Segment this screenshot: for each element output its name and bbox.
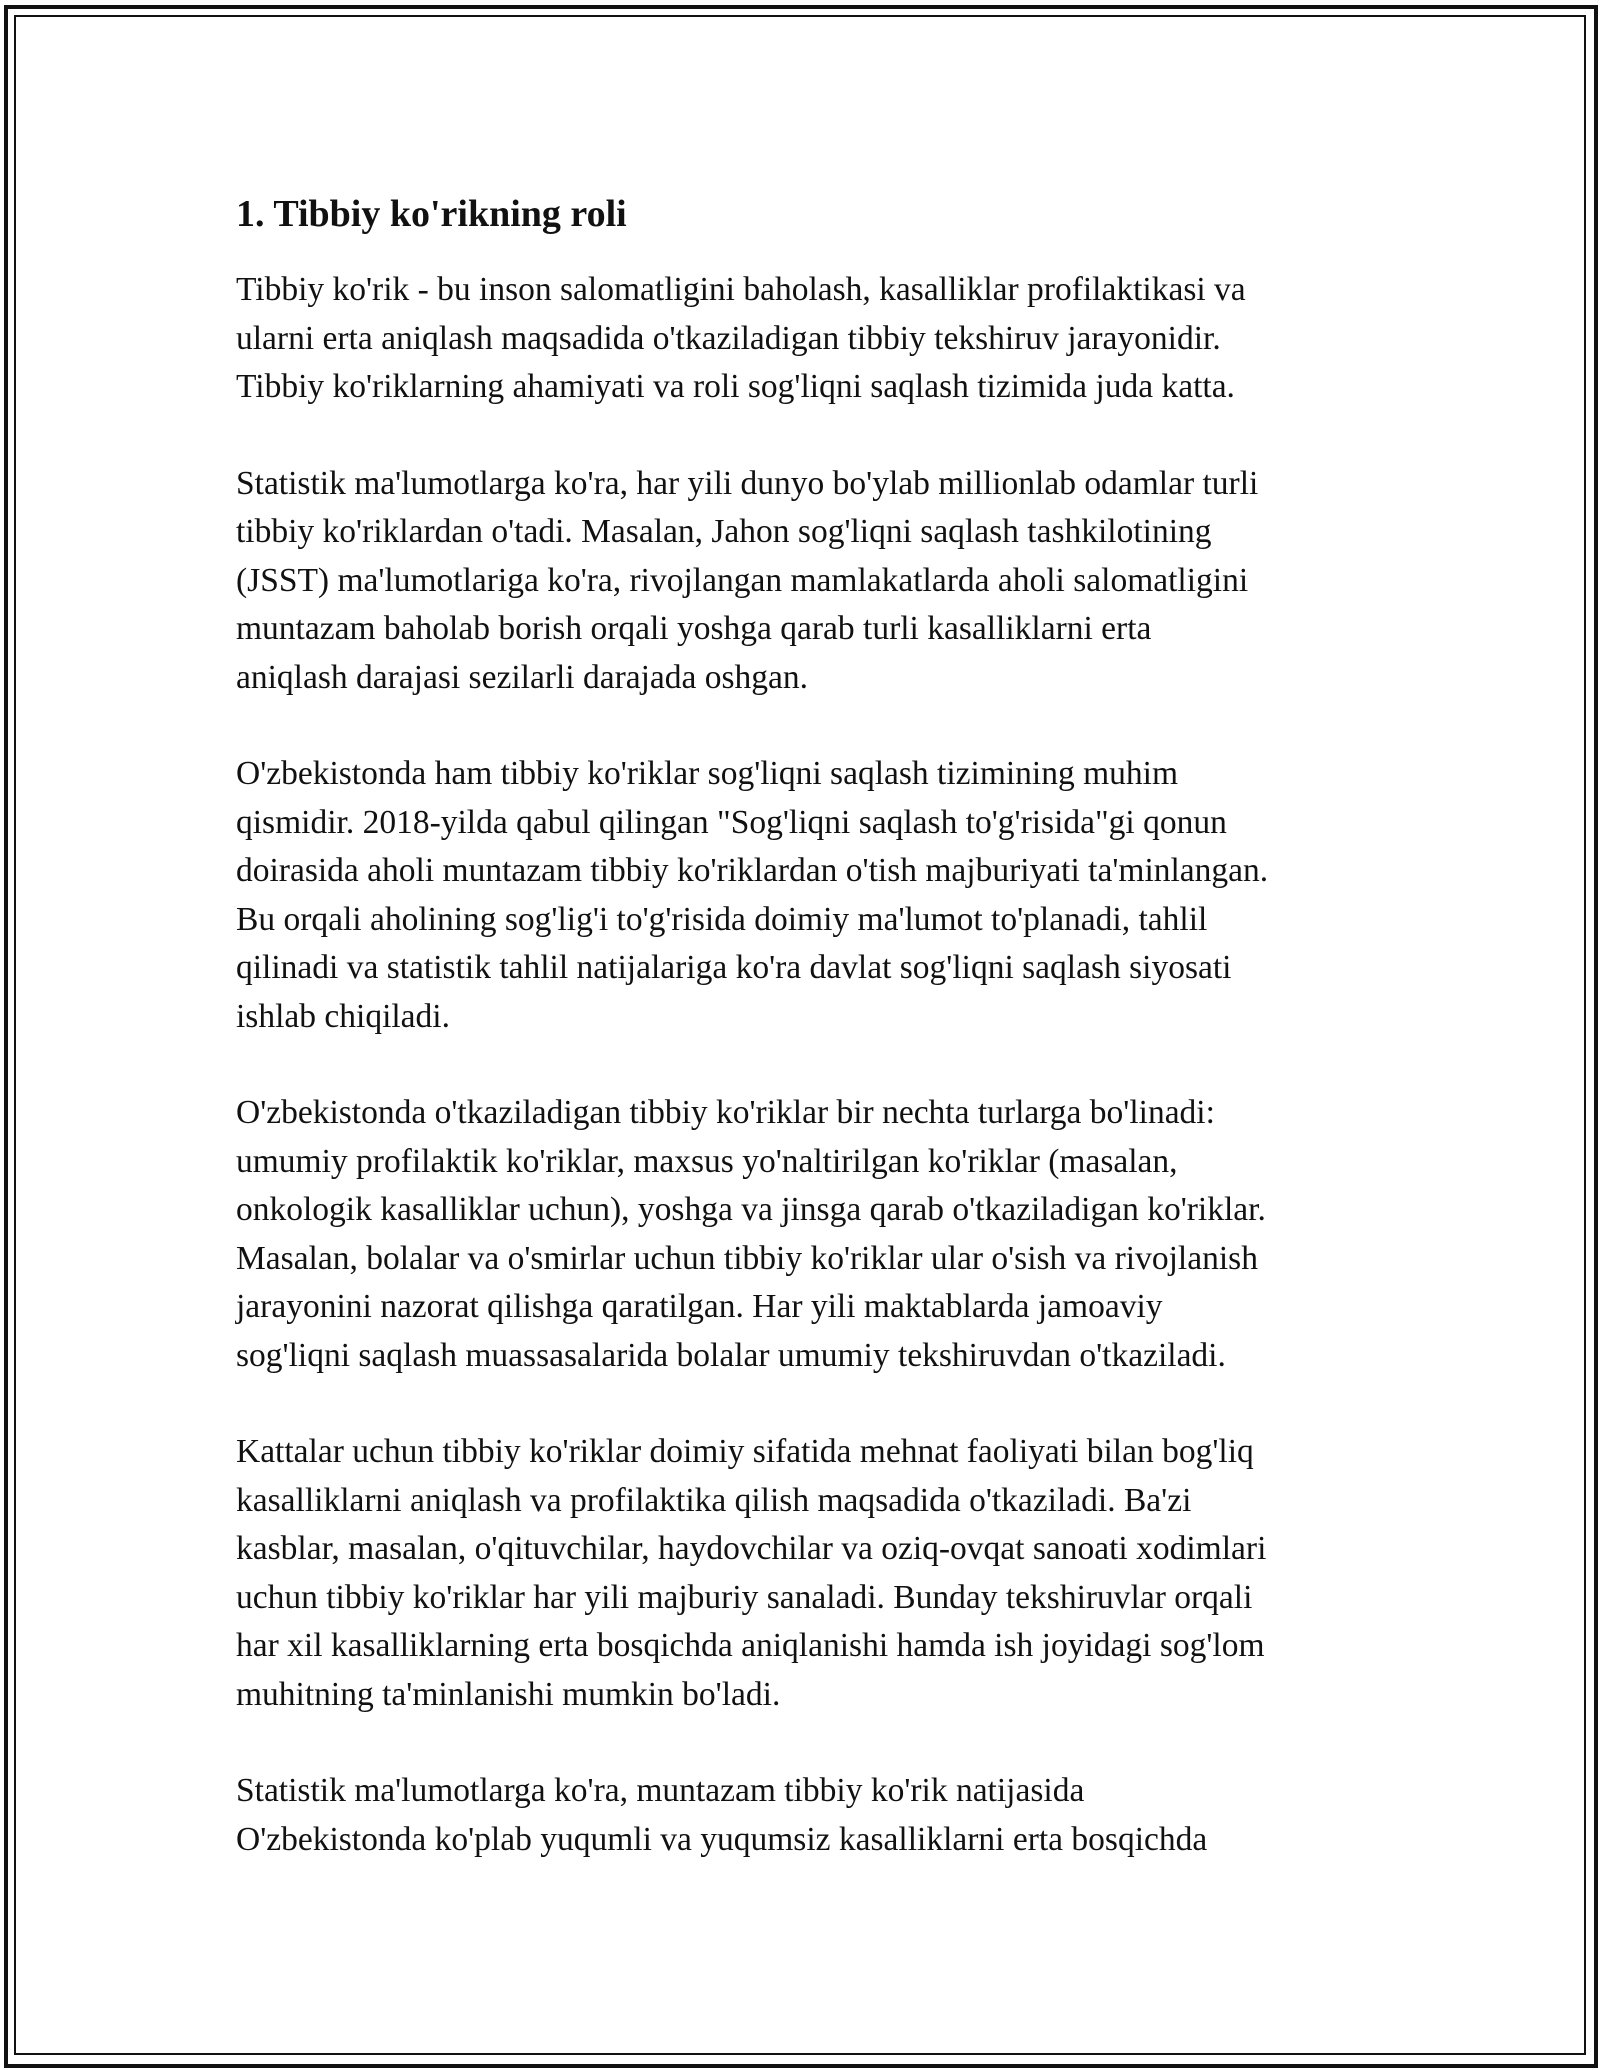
- section-heading: 1. Tibbiy ko'rikning roli: [236, 193, 627, 235]
- paragraph-2: Statistik ma'lumotlarga ko'ra, har yili dunyo bo'ylab millionlab odamlar turli tibbiy ko'riklardan o'tadi. Masalan, Jahon sog'liqni saqlash tashkilotining (JSST) ma'lumotlariga ko'ra, rivojlangan mamlakatlarda aholi salomatligini muntazam baholab borish orqali yoshga qarab turli kasalliklarni erta aniqlash darajasi sezilarli darajada oshgan.: [236, 464, 1259, 696]
- document-body: [236, 190, 1416, 1912]
- paragraph-6: Statistik ma'lumotlarga ko'ra, muntazam tibbiy ko'rik natijasida O'zbekistonda ko'plab yuqumli va yuqumsiz kasalliklarni erta bosqichda: [236, 1772, 1208, 1858]
- paragraph-5: Kattalar uchun tibbiy ko'riklar doimiy sifatida mehnat faoliyati bilan bog'liq kasalliklarni aniqlash va profilaktika qilish maqsadida o'tkaziladi. Ba'zi kasblar, masalan, o'qituvchilar, haydovchilar va oziq-ovqat sanoati xodimlari uchun tibbiy ko'riklar har yili majburiy sanaladi. Bunday tekshiruvlar orqali har xil kasalliklarning erta bosqichda aniqlanishi hamda ish joyidagi sog'lom muhitning ta'minlanishi mumkin bo'ladi.: [236, 1433, 1267, 1713]
- paragraph-4: O'zbekistonda o'tkaziladigan tibbiy ko'riklar bir nechta turlarga bo'linadi: umumiy profilaktik ko'riklar, maxsus yo'naltirilgan ko'riklar (masalan, onkologik kasalliklar uchun), yoshga va jinsga qarab o'tkaziladigan ko'riklar. Masalan, bolalar va o'smirlar uchun tibbiy ko'riklar ular o'sish va rivojlanish jarayonini nazorat qilishga qaratilgan. Har yili maktablarda jamoaviy sog'liqni saqlash muassasalarida bolalar umumiy tekshiruvdan o'tkaziladi.: [236, 1094, 1266, 1374]
- paragraph-1: Tibbiy ko'rik - bu inson salomatligini baholash, kasalliklar profilaktikasi va ularni erta aniqlash maqsadida o'tkaziladigan tibbiy tekshiruv jarayonidir. Tibbiy ko'riklarning ahamiyati va roli sog'liqni saqlash tizimida juda katta.: [236, 271, 1246, 405]
- paragraph-3: O'zbekistonda ham tibbiy ko'riklar sog'liqni saqlash tizimining muhim qismidir. 2018-yilda qabul qilingan "Sog'liqni saqlash to'g'risida"gi qonun doirasida aholi muntazam tibbiy ko'riklardan o'tish majburiyati ta'minlangan. Bu orqali aholining sog'lig'i to'g'risida doimiy ma'lumot to'planadi, tahlil qilinadi va statistik tahlil natijalariga ko'ra davlat sog'liqni saqlash siyosati ishlab chiqiladi.: [236, 755, 1269, 1035]
